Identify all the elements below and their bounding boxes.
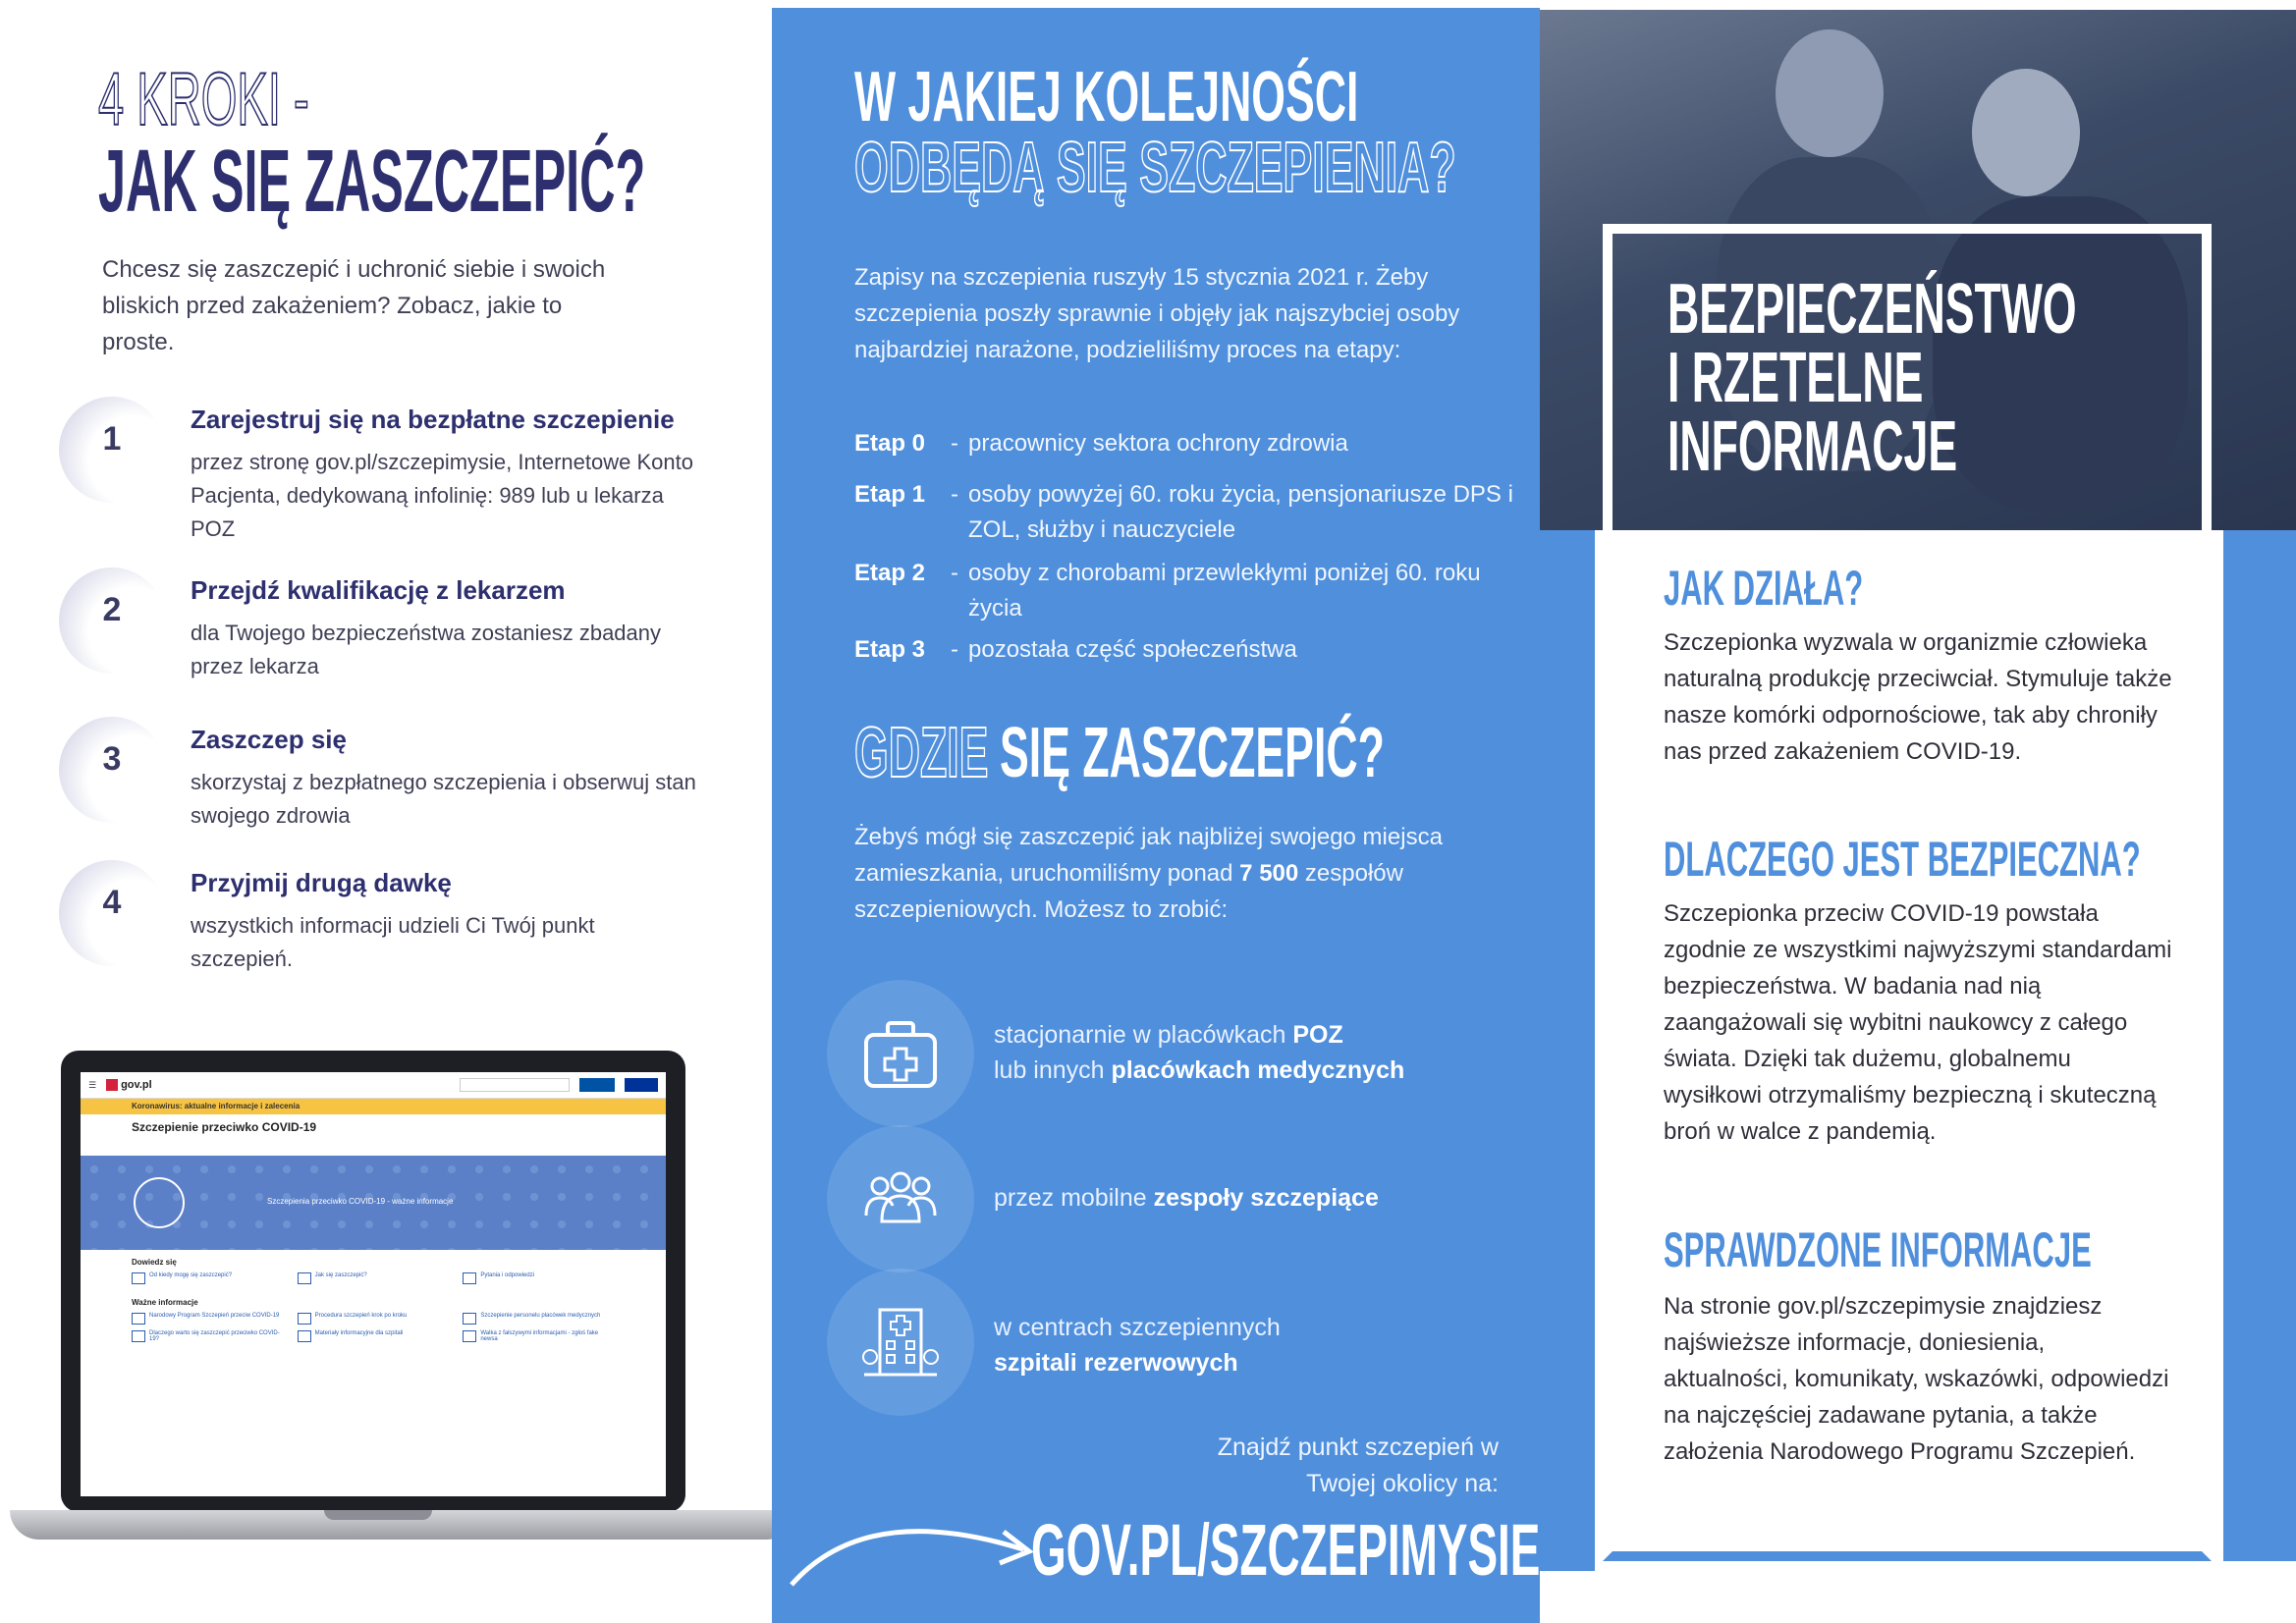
screen-link — [463, 1272, 615, 1284]
section-text: Na stronie gov.pl/szczepimysie znajdziesz najświeższe informacje, doniesienia, aktualności, komunikaty, wskazówki, odpowiedzi na najczęściej zadawane pytania, a także założenia Narodowego Programu Szczepień. — [1664, 1293, 2169, 1465]
laptop-screen — [81, 1072, 666, 1496]
safety-title — [1667, 270, 2077, 486]
option-text — [994, 1310, 1281, 1380]
screen-link-text: Narodowy Program Szczepień przeciw COVID-19 — [149, 1313, 280, 1319]
option-line: lub innych — [994, 1056, 1112, 1084]
where-title-outline: GDZIE — [854, 714, 989, 792]
step-number: 1 — [102, 420, 122, 458]
screen-link-text: Szczepienie personelu placówek medycznych — [480, 1313, 601, 1319]
where-intro-text: zespołów szczepieniowych. Możesz to zrobić: — [854, 860, 1403, 923]
step-number: 2 — [102, 591, 122, 628]
section-heading: SPRAWDZONE INFORMACJE — [1664, 1222, 2092, 1277]
eu-flag-icon — [625, 1078, 658, 1092]
document-icon — [132, 1330, 145, 1342]
step-text: skorzystaj z bezpłatnego szczepienia i obserwuj stan swojego zdrowia — [191, 770, 696, 828]
left-panel — [0, 0, 772, 1623]
laptop-notch — [324, 1510, 432, 1520]
document-icon — [132, 1313, 145, 1325]
order-intro: Zapisy na szczepienia ruszyły 15 stycznia 2021 r. Żeby szczepienia poszły sprawnie i objęły jak najszybciej osoby najbardziej narażone, podzieliliśmy proces na etapy: — [854, 264, 1460, 363]
screen-link-text: Procedura szczepień krok po kroku — [314, 1313, 408, 1319]
screen-link-text: Jak się zaszczepić? — [314, 1272, 367, 1278]
people-icon — [463, 1313, 476, 1325]
stage-text: pracownicy sektora ochrony zdrowia — [968, 430, 1348, 457]
stage-text: osoby powyżej 60. roku życia, pensjonariusze DPS i ZOL, służby i nauczyciele — [968, 481, 1513, 543]
option-line: w centrach szczepiennych — [994, 1314, 1281, 1341]
order-title: W JAKIEJ KOLEJNOŚCI — [854, 58, 1359, 136]
arrow-icon — [788, 1481, 1043, 1589]
where-intro — [854, 819, 1503, 928]
option-text — [994, 1017, 1404, 1088]
stage-label: Etap 1 — [854, 481, 926, 508]
option-hospitals — [827, 1269, 1514, 1416]
screen-link-text: Pytania i odpowiedzi — [480, 1272, 535, 1278]
safety-title-line: BEZPIECZEŃSTWO — [1667, 270, 2077, 349]
screen-heading-text: Szczepienie przeciwko COVID-19 — [132, 1120, 317, 1134]
screen-login-button — [579, 1078, 615, 1092]
screen-banner: Koronawirus: aktualne informacje i zalecenia — [81, 1099, 666, 1114]
stage-text: pozostała część społeczeństwa — [968, 636, 1297, 663]
screen-links-grid — [81, 1267, 666, 1290]
question-icon — [298, 1272, 311, 1284]
campaign-logo-icon — [134, 1177, 185, 1228]
screen-link — [298, 1313, 450, 1325]
screen-hero — [81, 1156, 666, 1250]
screen-link — [132, 1330, 284, 1342]
stage-2: Etap 2 - osoby z chorobami przewlekłymi poniżej 60. roku życia — [854, 556, 1518, 626]
option-text — [994, 1180, 1379, 1216]
steps-title: JAK SIĘ ZASZCZEPIĆ? — [98, 133, 646, 231]
medical-kit-icon — [860, 1013, 941, 1094]
document-icon — [298, 1313, 311, 1325]
option-mobile-teams — [827, 1125, 1514, 1272]
option-clinics — [827, 980, 1514, 1127]
screen-link — [132, 1272, 284, 1284]
laptop-illustration — [10, 1051, 795, 1600]
safety-title-line: INFORMACJE — [1667, 407, 1958, 486]
option-line: przez mobilne — [994, 1184, 1154, 1212]
team-icon — [860, 1159, 941, 1239]
document-icon — [463, 1330, 476, 1342]
where-title — [854, 713, 1385, 793]
screen-link-text: Od kiedy mogę się zaszczepić? — [149, 1272, 233, 1278]
screen-link-text: Walka z fałszywymi informacjami - zgłoś fake newsa — [480, 1330, 599, 1342]
safety-title-line: I RZETELNE — [1667, 339, 1924, 417]
step-number: 4 — [102, 884, 122, 921]
option-bold: szpitali rezerwowych — [994, 1349, 1238, 1377]
step-title: Zarejestruj się na bezpłatne szczepienie — [191, 405, 675, 434]
section-heading: JAK DZIAŁA? — [1664, 561, 1864, 616]
option-line: stacjonarnie w placówkach — [994, 1021, 1293, 1049]
gov-logo — [106, 1079, 152, 1091]
screen-search-input — [460, 1078, 570, 1092]
screen-link-text: Dlaczego warto się zaszczepić przeciwko COVID-19? — [149, 1330, 280, 1342]
stage-label: Etap 0 — [854, 430, 926, 457]
calendar-icon — [132, 1272, 145, 1284]
logo-text: gov.pl — [121, 1078, 152, 1091]
where-intro-text: Żebyś mógł się zaszczepić jak najbliżej swojego miejsca zamieszkania, uruchomiliśmy ponad — [854, 824, 1443, 887]
document-icon — [298, 1330, 311, 1342]
option-bold: POZ — [1292, 1021, 1343, 1049]
where-title-solid: SIĘ ZASZCZEPIĆ? — [1000, 714, 1385, 792]
step-text: przez stronę gov.pl/szczepimysie, Internetowe Konto Pacjenta, dedykowaną infolinię: 989 lub u lekarza POZ — [191, 450, 693, 541]
screen-links-grid — [81, 1307, 666, 1348]
screen-header — [81, 1072, 666, 1099]
website-link[interactable]: GOV.PL/SZCZEPIMYSIE — [1031, 1509, 1541, 1591]
screen-link — [463, 1330, 615, 1342]
steps-title-outline: 4 KROKI - — [98, 58, 309, 141]
option-bold: placówkach medycznych — [1111, 1056, 1405, 1084]
step-title: Przejdź kwalifikację z lekarzem — [191, 575, 566, 605]
stage-0: Etap 0 - pracownicy sektora ochrony zdrowia — [854, 426, 1518, 461]
screen-link — [298, 1330, 450, 1342]
screen-link — [132, 1313, 284, 1325]
person-head-shape — [1776, 29, 1884, 157]
screen-section-title: Ważne informacje — [132, 1298, 198, 1307]
blue-strip — [1540, 530, 1595, 1571]
chat-icon — [463, 1272, 476, 1284]
hospital-icon — [860, 1302, 941, 1382]
option-bold: zespoły szczepiące — [1153, 1184, 1379, 1212]
steps-intro: Chcesz się zaszczepić i uchronić siebie i swoich bliskich przed zakażeniem? Zobacz, jakie to proste. — [102, 256, 606, 355]
screen-link-text: Materiały informacyjne dla szpitali — [314, 1330, 404, 1336]
section-text: Szczepionka przeciw COVID-19 powstała zgodnie ze wszystkimi najwyższymi standardami bezpieczeństwa. W badania nad nią zaangażowali się wybitni naukowcy z całego świata. Dzięki tak dużemu, globalnemu wysiłkowi otrzymaliśmy bezpieczną i skuteczną broń w walce z pandemią. — [1664, 900, 2172, 1145]
find-point-text: Znajdź punkt szczepień w Twojej okolicy na: — [1217, 1434, 1499, 1497]
screen-heading — [81, 1114, 666, 1156]
step-text: wszystkich informacji udzieli Ci Twój punkt szczepień. — [191, 913, 595, 971]
right-panel — [1540, 0, 2296, 1623]
stage-label: Etap 2 — [854, 560, 926, 586]
step-title: Przyjmij drugą dawkę — [191, 868, 452, 897]
person-head-shape — [1972, 69, 2080, 196]
section-text: Szczepionka wyzwala w organizmie człowieka naturalną produkcję przeciwciał. Stymuluje także nasze komórki odpornościowe, tak aby chroniły nas przed zakażeniem COVID-19. — [1664, 629, 2172, 765]
eagle-icon — [106, 1079, 118, 1091]
screen-link — [298, 1272, 450, 1284]
blue-strip — [2214, 530, 2296, 1561]
stage-label: Etap 3 — [854, 636, 926, 663]
step-text: dla Twojego bezpieczeństwa zostaniesz zbadany przez lekarza — [191, 621, 662, 678]
menu-icon: ☰ — [88, 1079, 97, 1090]
stage-3: Etap 3 - pozostała część społeczeństwa — [854, 632, 1518, 668]
screen-hero-text: Szczepienia przeciwko COVID-19 - ważne informacje — [267, 1197, 454, 1206]
step-title: Zaszczep się — [191, 725, 347, 754]
stage-text: osoby z chorobami przewlekłymi poniżej 60. roku życia — [968, 560, 1481, 622]
stage-1: Etap 1 - osoby powyżej 60. roku życia, pensjonariusze DPS i ZOL, służby i nauczyciele — [854, 477, 1518, 548]
section-heading: DLACZEGO JEST BEZPIECZNA? — [1664, 832, 2141, 887]
order-title-outline: ODBĘDĄ SIĘ SZCZEPIENIA? — [854, 129, 1456, 207]
screen-section-title: Dowiedz się — [132, 1258, 177, 1267]
screen-link — [463, 1313, 615, 1325]
step-number: 3 — [102, 740, 122, 778]
teams-count: 7 500 — [1239, 860, 1299, 887]
middle-panel — [772, 8, 1540, 1623]
